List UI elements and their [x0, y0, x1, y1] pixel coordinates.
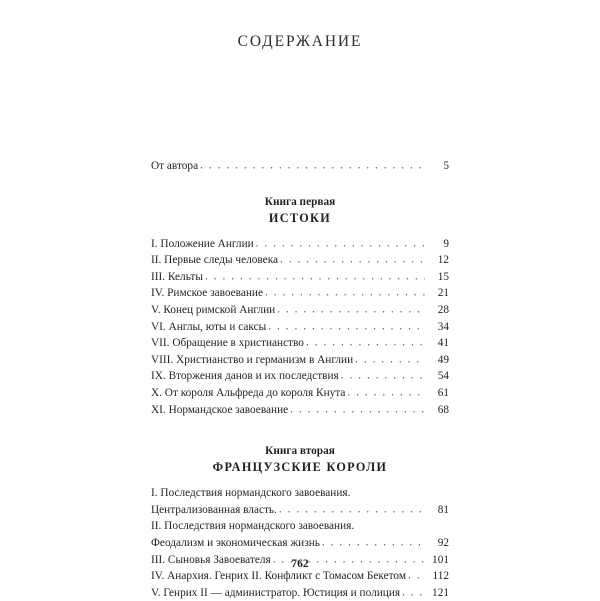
toc-entry-page: 92: [437, 536, 449, 549]
dot-leader: [280, 252, 425, 269]
toc-entry-label: XI. Нормандское завоевание: [151, 403, 289, 416]
toc-entry[interactable]: [151, 368, 449, 385]
book-name: ФРАНЦУЗСКИЕ КОРОЛИ: [212, 460, 388, 475]
toc-entry-label-line1: I. Последствия нормандского завоевания.: [151, 487, 351, 500]
book-kicker: Книга вторая: [265, 445, 335, 458]
toc-entry-page: 101: [432, 553, 449, 566]
toc-entry[interactable]: [151, 485, 449, 518]
spacer: [151, 175, 449, 195]
toc-entry-label: VII. Обращение в христианство: [151, 337, 304, 350]
toc-entry-label: VI. Англы, юты и саксы: [151, 320, 267, 333]
dot-leader: [200, 158, 425, 175]
toc-entry[interactable]: [151, 518, 449, 551]
dot-leader: [408, 568, 425, 585]
dot-leader: [268, 318, 425, 335]
toc-entry-page: 112: [432, 570, 449, 583]
page-title: СОДЕРЖАНИЕ: [237, 33, 363, 50]
toc-entry-label: Централизованная власть.: [151, 503, 277, 516]
book-heading-2: [151, 444, 449, 475]
dot-leader: [341, 368, 425, 385]
toc-entry-label: От автора: [151, 160, 199, 172]
dot-leader: [265, 285, 425, 302]
toc-entry-page: 15: [437, 270, 449, 283]
toc-entry[interactable]: [151, 352, 449, 369]
dot-leader: [290, 401, 425, 418]
toc-entry[interactable]: [151, 568, 449, 585]
spacer: [151, 475, 449, 485]
toc-entry[interactable]: [151, 302, 449, 319]
toc-entry[interactable]: [151, 585, 449, 601]
toc-entry[interactable]: [151, 385, 449, 402]
toc-entry-page: 81: [437, 503, 449, 516]
dot-leader: [347, 384, 425, 401]
book-name: ИСТОКИ: [268, 210, 332, 225]
toc-entry-page: 28: [437, 303, 449, 316]
dot-leader: [402, 584, 425, 601]
toc-entry[interactable]: [151, 319, 449, 336]
toc-entry-label: VIII. Христианство и германизм в Англии: [151, 353, 354, 366]
spacer: [151, 226, 449, 236]
toc-entry-intro[interactable]: [151, 158, 449, 175]
toc-entry[interactable]: [151, 269, 449, 286]
book-kicker: Книга первая: [264, 195, 336, 208]
dot-leader: [355, 351, 425, 368]
toc-entry-label-line1: II. Последствия нормандского завоевания.: [151, 520, 355, 533]
toc-entry-label: II. Первые следы человека: [151, 254, 279, 267]
toc-entry-page: 12: [437, 254, 449, 267]
toc-entry-label: Феодализм и экономическая жизнь: [151, 536, 320, 549]
toc-entry-label: IV. Римское завоевание: [151, 287, 263, 300]
toc-entry-label: III. Кельты: [151, 270, 203, 283]
toc-entry-page: 34: [437, 320, 449, 333]
toc-entry-page: 49: [437, 353, 449, 366]
dot-leader: [322, 534, 425, 551]
page-folio: 762: [291, 557, 309, 570]
toc-entry-page: 61: [437, 386, 449, 399]
toc-entry-page: 121: [432, 586, 449, 599]
toc-entry-label: IV. Анархия. Генрих II. Конфликт с Томасом Бекетом: [151, 570, 406, 583]
spacer: [151, 418, 449, 444]
toc-entry-label: X. От короля Альфреда до короля Кнута: [151, 386, 346, 399]
dot-leader: [205, 268, 425, 285]
toc-entry-page: 41: [437, 337, 449, 350]
dot-leader: [256, 235, 425, 252]
dot-leader: [279, 501, 425, 518]
dot-leader: [306, 335, 425, 352]
toc-entry-page: 21: [437, 287, 449, 300]
toc-entry-page: 5: [443, 160, 449, 172]
toc-body: [151, 158, 449, 601]
toc-entry-label: III. Сыновья Завоевателя: [151, 553, 271, 566]
book-heading-1: [151, 195, 449, 226]
toc-entry[interactable]: [151, 335, 449, 352]
toc-entry-page: 9: [443, 237, 449, 250]
toc-entry-label: V. Конец римской Англии: [151, 303, 276, 316]
toc-entry[interactable]: [151, 402, 449, 419]
toc-entry[interactable]: [151, 285, 449, 302]
toc-entry-label: I. Положение Англии: [151, 237, 254, 250]
toc-entry[interactable]: [151, 252, 449, 269]
toc-entry-page: 54: [437, 370, 449, 383]
toc-entry-label: IX. Вторжения данов и их последствия: [151, 370, 339, 383]
toc-entry[interactable]: [151, 236, 449, 253]
toc-entry-label: V. Генрих II — администратор. Юстиция и полиция: [151, 586, 401, 599]
dot-leader: [277, 301, 425, 318]
toc-entry-page: 68: [437, 403, 449, 416]
